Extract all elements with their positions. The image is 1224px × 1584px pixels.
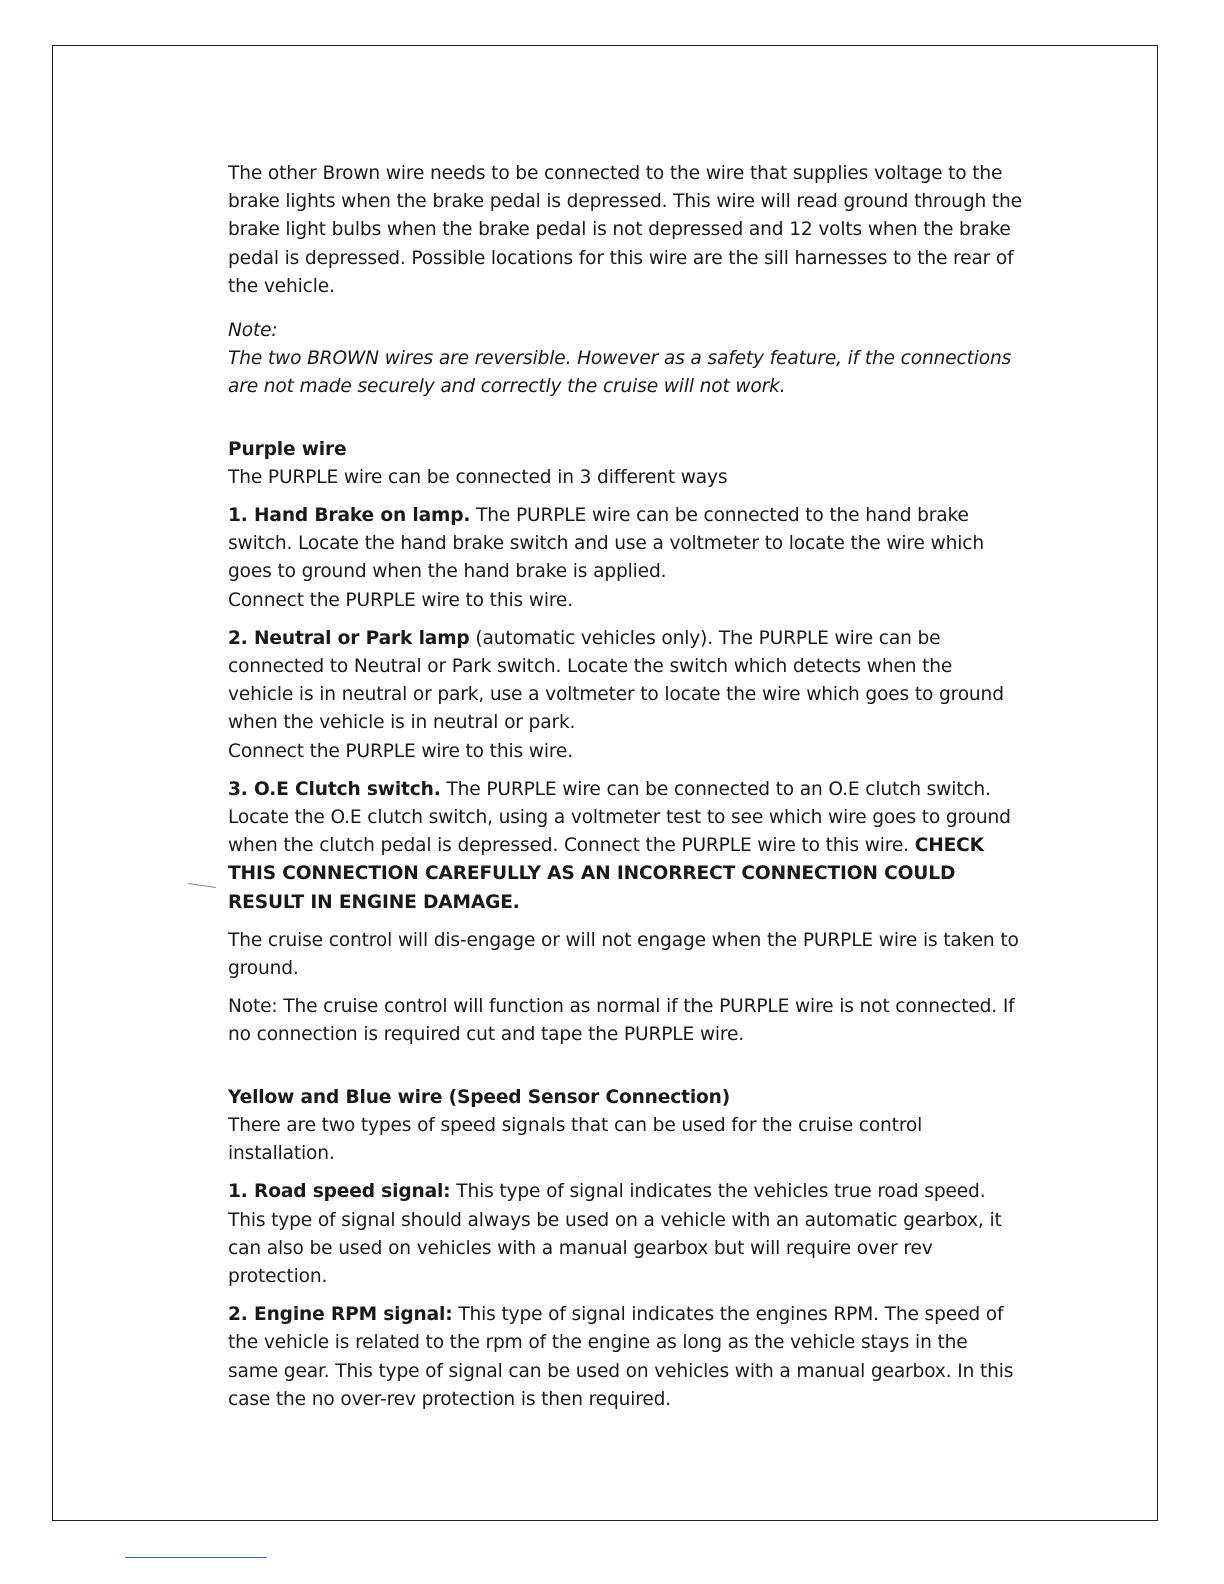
purple-option-1 [228, 502, 1023, 615]
purple-option-1-text: The PURPLE wire can be connected to the hand brake switch. Locate the hand brake switch and use a voltmeter to locate the wire which goes to ground when the hand brake is applied. [228, 505, 984, 583]
yellow-blue-heading: Yellow and Blue wire (Speed Sensor Connection) [228, 1086, 731, 1108]
speed-signal-1-title: 1. Road speed signal: [228, 1181, 451, 1203]
purple-option-2-text: (automatic vehicles only). The PURPLE wire can be connected to Neutral or Park switch. Locate the switch which detects when the vehicle is in neutral or park, use a voltmeter to locate the wire which goes to ground when the vehicle is in neutral or park. [228, 627, 1004, 734]
purple-option-2-connect: Connect the PURPLE wire to this wire. [228, 740, 573, 762]
purple-option-3-text: The PURPLE wire can be connected to an O.E clutch switch. Locate the O.E clutch switch, using a voltmeter test to see which wire goes to ground when the clutch pedal is depressed. Connect the PURPLE wire to this wire. [228, 778, 1011, 857]
document-body [228, 160, 1023, 1424]
brown-note-label: Note: [228, 320, 278, 342]
purple-wire-intro: The PURPLE wire can be connected in 3 different ways [228, 466, 728, 488]
purple-option-2-title: 2. Neutral or Park lamp [228, 627, 470, 649]
purple-option-2 [228, 625, 1023, 766]
purple-option-1-title: 1. Hand Brake on lamp. [228, 505, 471, 527]
purple-disengage-paragraph: The cruise control will dis-engage or will not engage when the PURPLE wire is taken to ground. [228, 929, 1019, 980]
engine-damage-warning: CHECK THIS CONNECTION CAREFULLY AS AN INCORRECT CONNECTION COULD RESULT IN ENGINE DAMAGE. [228, 835, 984, 913]
purple-wire-heading: Purple wire [228, 438, 347, 460]
brown-note [228, 317, 1023, 402]
speed-signal-2-title: 2. Engine RPM signal: [228, 1304, 453, 1326]
brown-wire-paragraph: The other Brown wire needs to be connected to the wire that supplies voltage to the brake lights when the brake pedal is depressed. This wire will read ground through the brake light bulbs when the brake pedal is not depressed and 12 volts when the brake pedal is depressed. Possible locations for this wire are the sill harnesses to the rear of the vehicle. [228, 163, 1022, 297]
speed-signal-1-text: This type of signal indicates the vehicles true road speed. This type of signal should always be used on a vehicle with an automatic gearbox, it can also be used on vehicles with a manual gearbox but will require over rev protection. [228, 1181, 1002, 1287]
speed-signal-1 [228, 1178, 1023, 1291]
speed-signal-2-text: This type of signal indicates the engines RPM. The speed of the vehicle is related to the rpm of the engine as long as the vehicle stays in the same gear. This type of signal can be used on vehicles with a manual gearbox. In this case the no over-rev protection is then required. [228, 1304, 1014, 1410]
footer-link-underline[interactable] [125, 1557, 267, 1558]
yellow-blue-intro: There are two types of speed signals that can be used for the cruise control installation. [228, 1114, 923, 1165]
speed-signal-2 [228, 1301, 1023, 1414]
brown-note-text: The two BROWN wires are reversible. However as a safety feature, if the connections are not made securely and correctly the cruise will not work. [228, 348, 1012, 398]
purple-option-3-title: 3. O.E Clutch switch. [228, 778, 441, 800]
purple-option-3 [228, 776, 1023, 917]
purple-note-paragraph: Note: The cruise control will function as normal if the PURPLE wire is not connected. If no connection is required cut and tape the PURPLE wire. [228, 996, 1015, 1046]
purple-option-1-connect: Connect the PURPLE wire to this wire. [228, 589, 573, 611]
